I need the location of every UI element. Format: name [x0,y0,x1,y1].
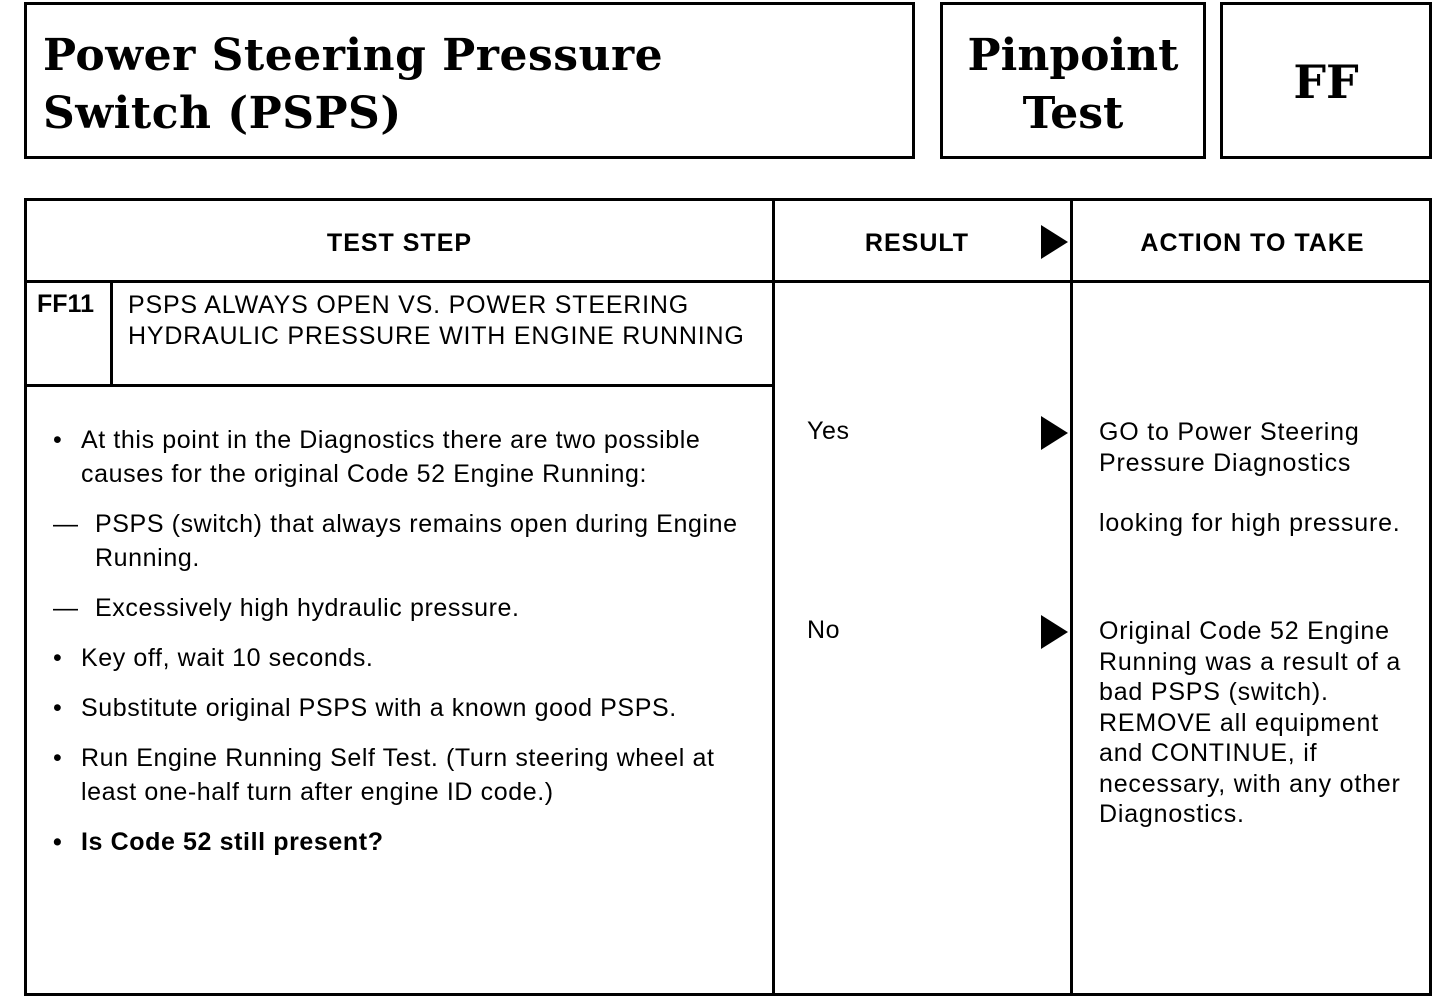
dash-marker: — [53,594,79,622]
step-id: FF11 [37,290,94,318]
bullet-marker: • [53,644,63,672]
pinpoint-line-2: Test [1022,88,1124,139]
header-action: ACTION TO TAKE [1140,229,1365,257]
header-divider [27,280,1429,283]
bullet-marker: • [53,828,63,856]
action-text: Original Code 52 Engine Running was a result of a bad PSPS (switch). REMOVE all equipment and CONTINUE, if necessary, with any other Diagnostics. [1099,617,1402,828]
instruction-item [53,507,753,575]
pinpoint-test-box [940,2,1206,159]
step-title: PSPS ALWAYS OPEN VS. POWER STEERING HYDRAULIC PRESSURE WITH ENGINE RUNNING [128,291,745,350]
instruction-item [53,691,753,725]
instruction-question: Is Code 52 still present? [81,828,384,856]
action-yes [1099,417,1409,569]
result-yes: Yes [807,417,850,445]
action-no [1099,616,1409,860]
instruction-text: Run Engine Running Self Test. (Turn steering wheel at least one-half turn after engine ID code.) [81,744,715,806]
step-title-divider [27,384,775,387]
action-text: GO to Power Steering Pressure Diagnostics [1099,418,1360,477]
action-text: looking for high pressure. [1099,509,1401,537]
title-line-1: Power Steering Pressure [43,30,664,81]
pinpoint-line-1: Pinpoint [967,30,1179,81]
bullet-marker: • [53,694,63,722]
instruction-item [53,423,753,491]
result-arrow-icon [1041,225,1068,259]
instruction-item [53,591,753,625]
instruction-text: At this point in the Diagnostics there are two possible causes for the original Code 52 Engine Running: [81,426,701,488]
title-line-2: Switch (PSPS) [43,88,402,139]
pinpoint-test-label [943,27,1203,143]
step-id-divider [110,283,113,387]
result-arrow-icon [1041,416,1068,450]
instruction-text: Key off, wait 10 seconds. [81,644,374,672]
step-instructions [53,423,753,875]
dash-marker: — [53,510,79,538]
instruction-item [53,641,753,675]
diagnostic-table [24,198,1432,996]
instruction-text: PSPS (switch) that always remains open during Engine Running. [95,510,738,572]
result-arrow-icon [1041,615,1068,649]
bullet-marker: • [53,744,63,772]
test-code-box [1220,2,1432,159]
header-test-step: TEST STEP [326,229,473,257]
column-divider [772,201,775,993]
header-result: RESULT [864,229,970,257]
page-title [43,27,663,143]
instruction-text: Excessively high hydraulic pressure. [95,594,520,622]
title-box [24,2,915,159]
instruction-item [53,825,753,859]
test-code: FF [1293,55,1359,109]
instruction-text: Substitute original PSPS with a known good PSPS. [81,694,677,722]
column-divider [1070,201,1073,993]
instruction-item [53,741,753,809]
result-no: No [807,616,841,644]
bullet-marker: • [53,426,63,454]
